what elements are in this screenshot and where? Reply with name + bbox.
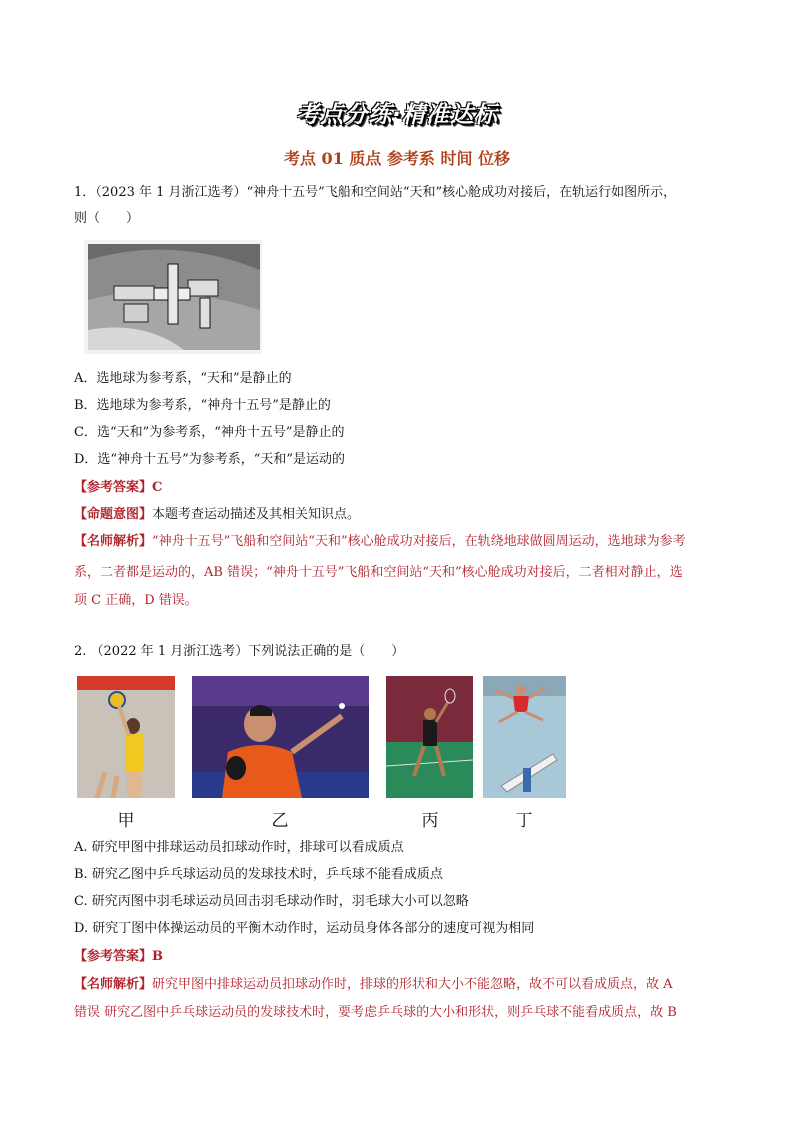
space-station-photo xyxy=(84,240,262,354)
space-station-image xyxy=(84,240,262,354)
q2-stem: 2. （2022 年 1 月浙江选考）下列说法正确的是（ ） xyxy=(74,644,405,659)
section-subtitle: 考点 01 质点 参考系 时间 位移 xyxy=(283,149,511,168)
q1-stem-line2: 则（ ） xyxy=(74,211,140,226)
caption-ding: 丁 xyxy=(515,811,533,831)
q1-intent xyxy=(74,506,360,524)
balance-beam-photo xyxy=(483,676,566,798)
balance-beam-image xyxy=(483,676,566,798)
volleyball-photo xyxy=(77,676,175,798)
q2-answer xyxy=(74,948,163,966)
table-tennis-photo xyxy=(192,676,369,798)
q1-option-a: A．选地球为参考系，“天和”是静止的 xyxy=(74,371,292,386)
answer-value: B xyxy=(152,949,164,964)
q1-analysis-line1 xyxy=(74,533,686,551)
analysis-text: 研究甲图中排球运动员扣球动作时，排球的形状和大小不能忽略，故不可以看成质点，故 A xyxy=(152,977,673,992)
caption-yi: 乙 xyxy=(271,811,289,831)
answer-label: 【参考答案】 xyxy=(74,480,153,495)
q2-option-c: C. 研究丙图中羽毛球运动员回击羽毛球动作时，羽毛球大小可以忽略 xyxy=(74,894,469,909)
caption-bing: 丙 xyxy=(421,811,439,831)
answer-label: 【参考答案】 xyxy=(74,949,153,964)
q1-stem-line1: 1．（2023 年 1 月浙江选考）“神舟十五号”飞船和空间站“天和”核心舱成功对接后，在轨运行如图所示， xyxy=(74,185,677,200)
analysis-text: “神舟十五号”飞船和空间站“天和”核心舱成功对接后，在轨绕地球做圆周运动，选地球为参考 xyxy=(152,534,686,549)
q1-analysis-line2: 系，二者都是运动的，AB 错误；“神舟十五号”飞船和空间站“天和”核心舱成功对接后，二者相对静止，选 xyxy=(74,565,683,580)
intent-label: 【命题意图】 xyxy=(74,507,153,522)
q1-option-c: C．选“天和”为参考系，“神舟十五号”是静止的 xyxy=(74,425,345,440)
q2-analysis-line1 xyxy=(74,976,673,994)
analysis-label: 【名师解析】 xyxy=(74,977,153,992)
section-banner: 考点分练·精准达标 xyxy=(296,102,498,128)
badminton-image xyxy=(386,676,473,798)
answer-value: C xyxy=(152,480,163,495)
volleyball-image xyxy=(77,676,175,798)
badminton-photo xyxy=(386,676,473,798)
q1-option-d: D．选“神舟十五号”为参考系，“天和”是运动的 xyxy=(74,452,346,467)
q1-answer xyxy=(74,479,162,497)
q2-option-b: B. 研究乙图中乒乓球运动员的发球技术时，乒乓球不能看成质点 xyxy=(74,867,443,882)
q1-analysis-line3: 项 C 正确，D 错误。 xyxy=(74,593,198,608)
intent-text: 本题考查运动描述及其相关知识点。 xyxy=(152,507,361,522)
q2-analysis-line2: 错误 研究乙图中乒乓球运动员的发球技术时，要考虑乒乓球的大小和形状，则乒乓球不能看成质点，故 B xyxy=(74,1005,677,1020)
q1-option-b: B．选地球为参考系，“神舟十五号”是静止的 xyxy=(74,398,331,413)
table-tennis-image xyxy=(192,676,369,798)
q2-option-d: D. 研究丁图中体操运动员的平衡木动作时，运动员身体各部分的速度可视为相同 xyxy=(74,921,535,936)
q2-option-a: A. 研究甲图中排球运动员扣球动作时，排球可以看成质点 xyxy=(74,840,404,855)
caption-jia: 甲 xyxy=(117,811,135,831)
analysis-label: 【名师解析】 xyxy=(74,534,153,549)
